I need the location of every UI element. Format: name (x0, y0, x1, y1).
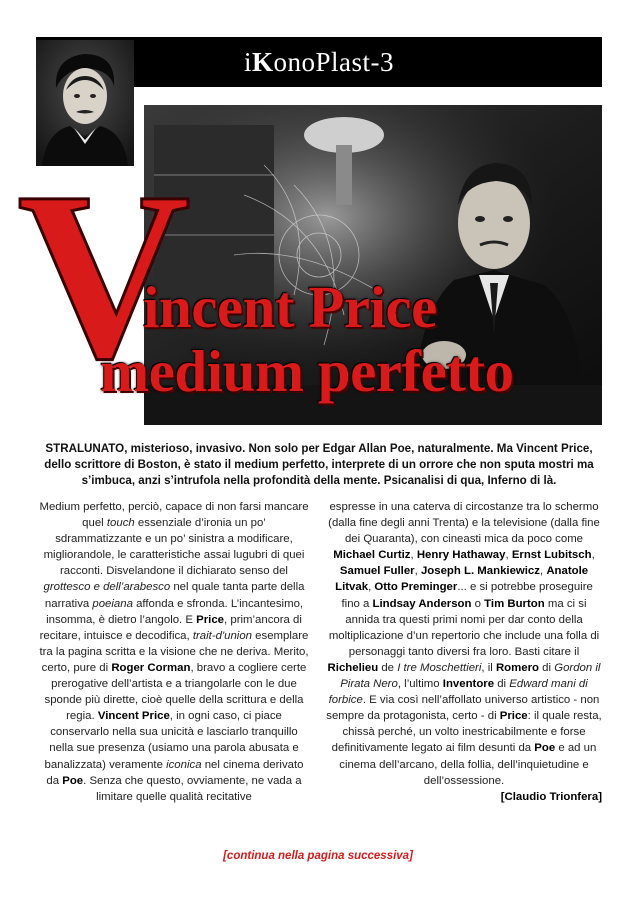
right-segment: Tim Burton (484, 597, 545, 610)
right-segment: , (414, 565, 421, 578)
right-segment: o (471, 597, 485, 610)
magazine-title: iKonoPlast-3 (243, 47, 395, 77)
left-segment: trait-d'union (192, 629, 253, 642)
right-segment: Inventore (442, 678, 495, 691)
right-segment: Romero (495, 661, 539, 674)
left-segment: . Senza che questo, ovviamente, ne vada a limitare quelle qualità recitative (83, 774, 302, 803)
right-segment: Richelieu (327, 661, 379, 674)
right-segment: di (539, 661, 555, 674)
right-segment: espresse in una caterva di circostanze tra lo schermo (dalla fine degli anni Trenta) e la televisione (dalla fine dei Quaranta), con cineasti mica da poco come (328, 501, 600, 546)
article-text-right (326, 499, 602, 789)
left-segment: esemplare tra la pagina scritta e la visione che ne deriva. Merito, certo, pure di (39, 629, 309, 674)
right-segment: Otto Preminger (374, 581, 458, 594)
right-segment: Price (499, 710, 528, 723)
right-segment: Michael Curtiz (333, 549, 411, 562)
left-segment: Poe (62, 774, 84, 787)
right-segment: , (591, 549, 595, 562)
right-segment: , (539, 565, 547, 578)
left-segment: touch (106, 517, 135, 530)
left-segment: nel quale tanta parte della narrativa (44, 581, 305, 610)
right-segment: Joseph L. Mankiewicz (420, 565, 540, 578)
right-segment: ma ci si annida tra questi primi nomi per dar conto della moltiplicazione d’un repertorio che include una folla di personaggi tanto diversi fra loro. Basti citare il (328, 597, 600, 658)
right-segment: de (378, 661, 398, 674)
left-segment: Vincent Price (97, 710, 170, 723)
left-segment: , in ogni caso, ci piace conservarlo nella sua unicità e lasciarlo tranquillo nella sue presenza (usiamo una parola abusata e banalizzata) veramente (44, 710, 299, 771)
title-line-2: medium perfetto (100, 338, 514, 404)
article-column-left (38, 499, 310, 805)
article-text-left (38, 499, 310, 805)
right-segment: , l’ultimo (397, 678, 443, 691)
left-segment: affonda e sfronda. L’incantesimo, insomma, è dietro l’angolo. E (46, 597, 304, 626)
right-segment: , (505, 549, 512, 562)
right-segment: Gordon il Pirata Nero (340, 661, 601, 691)
right-segment: ... e si potrebbe proseguire fino a (341, 581, 593, 610)
lead-paragraph: STRALUNATO, misterioso, invasivo. Non solo per Edgar Allan Poe, naturalmente. Ma Vincent Price, dello scrittore di Boston, è stato il medium perfetto, interprete di un orrore che non sputa mostri ma s’imbuca, anzi s’intrufola nella profondità della mente. Psicanalisi di qua, Inferno di là. (44, 442, 594, 487)
left-segment: nel cinema derivato da (46, 758, 304, 787)
right-segment: , (368, 581, 375, 594)
right-segment: . E via così nell’affollato universo artistico - non sempre da protagonista, certo - di (326, 694, 600, 723)
right-segment: Anatole Litvak (335, 565, 589, 594)
left-segment: poeiana (92, 597, 133, 610)
continue-note: [continua nella pagina successiva] (223, 850, 413, 862)
right-segment: I tre Moschettieri (397, 661, 482, 674)
right-segment: , (410, 549, 417, 562)
left-segment: grottesco e dell’arabesco (43, 581, 171, 594)
right-segment: di (494, 678, 510, 691)
right-segment: Henry Hathaway (416, 549, 506, 562)
left-segment: Price (196, 613, 225, 626)
left-segment: iconica (166, 758, 202, 771)
right-segment: : il quale resta, chissà perché, un volto inestricabilmente e forse definitivamente legato ai film desunti da (331, 710, 602, 755)
left-segment: , bravo a cogliere certe prerogative dell’artista e a triangolarle con le due sponde più dirette, cioè quelle della scrittura e della regia. (44, 661, 307, 723)
right-segment: Ernst Lubitsch (511, 549, 592, 562)
right-segment: Lindsay Anderson (372, 597, 472, 610)
right-segment: Poe (534, 742, 556, 755)
left-segment: , prim’ancora di recitare, intuisce e decodifica, (39, 613, 302, 642)
right-segment: e ad un cinema dell’arcano, della follia, dell’inquietudine e dell’ossessione. (339, 742, 597, 787)
right-segment: , il (481, 661, 496, 674)
left-segment: Medium perfetto, perciò, capace di non farsi mancare quel (39, 501, 309, 530)
right-segment: Edward mani di forbice (328, 678, 588, 707)
left-segment: Roger Corman (111, 661, 191, 674)
article-column-right (326, 499, 602, 805)
right-segment: Samuel Fuller (339, 565, 415, 578)
left-segment: essenziale d’ironia un po’ sdrammatizzante e un po’ sinistra a modificare, migliorandole, le caratteristiche assai lugubri di quei racconti. Disvelandone il dichiarato senso del (43, 517, 305, 578)
title-line-1: incent Price (143, 274, 437, 340)
author-signature: [Claudio Trionfera] (500, 790, 602, 803)
svg-text:V: V (17, 142, 191, 408)
